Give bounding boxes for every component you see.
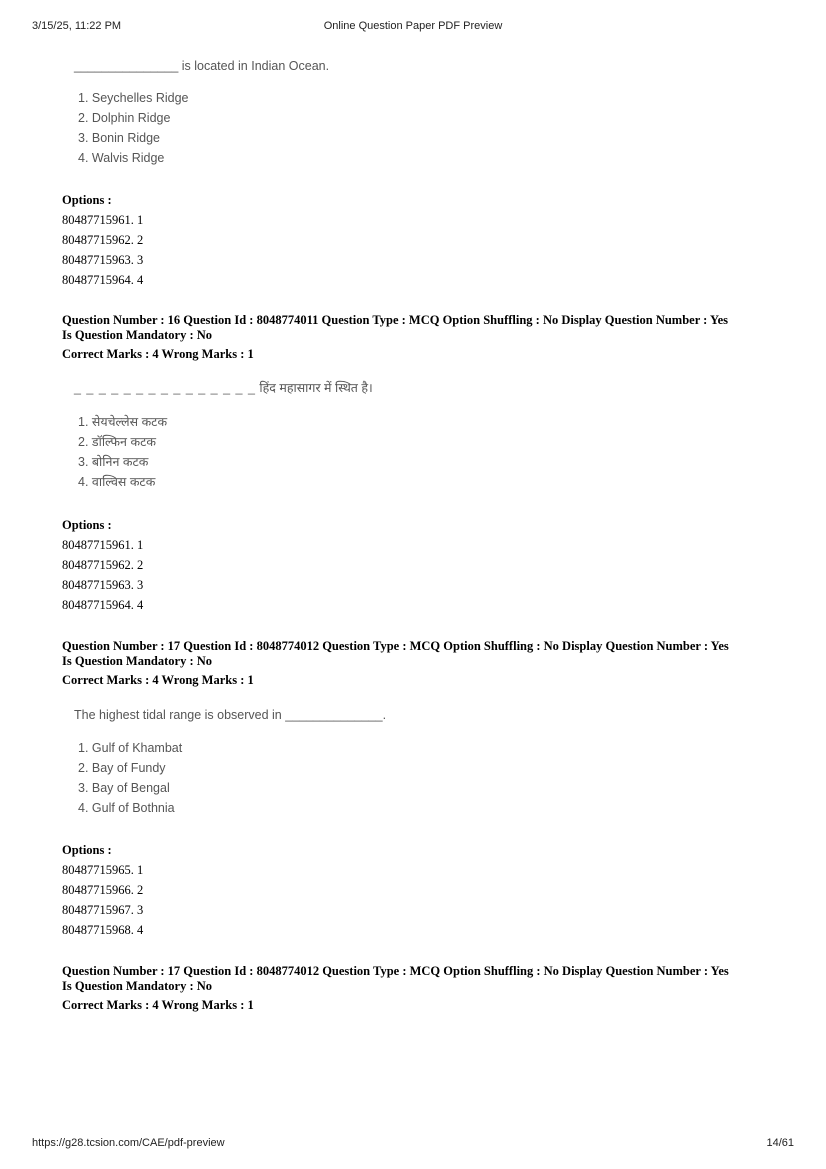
option-line: 80487715964. 4 bbox=[62, 598, 144, 612]
choice-item: 1. Seychelles Ridge bbox=[78, 91, 189, 105]
options-title: Options : bbox=[62, 193, 112, 207]
question-meta-q17-repeat bbox=[62, 964, 792, 1013]
choice-item: 2. Dolphin Ridge bbox=[78, 111, 171, 125]
choice-item: 2. Bay of Fundy bbox=[78, 761, 166, 775]
stem-blank: _______________ bbox=[74, 59, 179, 73]
print-timestamp: 3/15/25, 11:22 PM bbox=[32, 20, 122, 32]
question-image-q17-en bbox=[74, 705, 386, 818]
choice-item: 3. बोनिन कटक bbox=[78, 455, 149, 469]
meta-line: Correct Marks : 4 Wrong Marks : 1 bbox=[62, 347, 254, 361]
meta-line: Correct Marks : 4 Wrong Marks : 1 bbox=[62, 673, 254, 687]
question-stem bbox=[74, 705, 386, 725]
stem-blank: ______________ bbox=[285, 708, 383, 722]
question-image-q15-en bbox=[74, 56, 329, 168]
choice-list bbox=[74, 738, 386, 818]
choice-list bbox=[74, 412, 373, 492]
meta-line: Question Number : 17 Question Id : 8048774012 Question Type : MCQ Option Shuffling : No Display Question Number : Yes bbox=[62, 964, 729, 978]
question-meta-q16 bbox=[62, 313, 792, 362]
options-block-q16 bbox=[62, 515, 143, 615]
option-line: 80487715964. 4 bbox=[62, 273, 144, 287]
options-title: Options : bbox=[62, 518, 112, 532]
question-meta-q17 bbox=[62, 639, 792, 688]
choice-list bbox=[74, 88, 329, 168]
meta-line: Question Number : 17 Question Id : 8048774012 Question Type : MCQ Option Shuffling : No Display Question Number : Yes bbox=[62, 639, 729, 653]
meta-line: Question Number : 16 Question Id : 8048774011 Question Type : MCQ Option Shuffling : No Display Question Number : Yes bbox=[62, 313, 729, 327]
option-line: 80487715961. 1 bbox=[62, 538, 144, 552]
choice-item: 4. Walvis Ridge bbox=[78, 151, 165, 165]
option-line: 80487715962. 2 bbox=[62, 558, 144, 572]
option-line: 80487715961. 1 bbox=[62, 213, 144, 227]
choice-item: 2. डॉल्फिन कटक bbox=[78, 435, 156, 449]
options-block-q17 bbox=[62, 840, 143, 940]
meta-line: Correct Marks : 4 Wrong Marks : 1 bbox=[62, 998, 254, 1012]
meta-line: Is Question Mandatory : No bbox=[62, 654, 213, 668]
choice-item: 4. Gulf of Bothnia bbox=[78, 801, 175, 815]
stem-text: The highest tidal range is observed in bbox=[74, 708, 286, 722]
question-stem bbox=[74, 378, 373, 398]
stem-blank: _ _ _ _ _ _ _ _ _ _ _ _ _ _ _ bbox=[74, 381, 256, 395]
page-title: Online Question Paper PDF Preview bbox=[323, 20, 503, 32]
option-line: 80487715963. 3 bbox=[62, 253, 144, 267]
stem-text: is located in Indian Ocean. bbox=[178, 59, 330, 73]
option-line: 80487715965. 1 bbox=[62, 863, 144, 877]
stem-text: हिंद महासागर में स्थित है। bbox=[255, 381, 373, 395]
question-stem bbox=[74, 56, 329, 76]
choice-item: 1. Gulf of Khambat bbox=[78, 741, 183, 755]
choice-item: 1. सेयचेल्लेस कटक bbox=[78, 415, 168, 429]
options-block-q15 bbox=[62, 190, 143, 290]
choice-item: 3. Bay of Bengal bbox=[78, 781, 170, 795]
question-image-q16-hi bbox=[74, 378, 373, 492]
options-title: Options : bbox=[62, 843, 112, 857]
page-url: https://g28.tcsion.com/CAE/pdf-preview bbox=[32, 1137, 225, 1149]
meta-line: Is Question Mandatory : No bbox=[62, 328, 213, 342]
option-line: 80487715962. 2 bbox=[62, 233, 144, 247]
choice-item: 4. वाल्विस कटक bbox=[78, 475, 156, 489]
page-number: 14/61 bbox=[766, 1137, 794, 1149]
option-line: 80487715963. 3 bbox=[62, 578, 144, 592]
meta-line: Is Question Mandatory : No bbox=[62, 979, 213, 993]
choice-item: 3. Bonin Ridge bbox=[78, 131, 161, 145]
option-line: 80487715966. 2 bbox=[62, 883, 144, 897]
option-line: 80487715967. 3 bbox=[62, 903, 144, 917]
stem-end: . bbox=[382, 708, 387, 722]
option-line: 80487715968. 4 bbox=[62, 923, 144, 937]
